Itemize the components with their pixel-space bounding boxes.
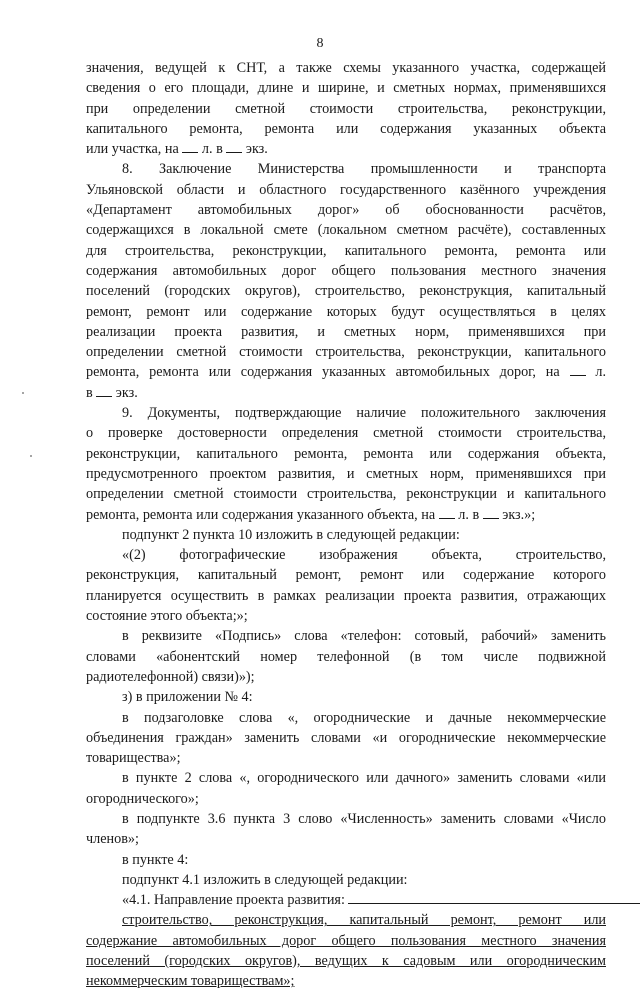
- document-text-line: [86, 931, 606, 951]
- document-text-line: [86, 728, 606, 748]
- scan-speck: [22, 392, 24, 394]
- document-text-line: [86, 99, 606, 119]
- line-text: ремонта, ремонта или содержания указанных автомобильных дорог, на: [86, 364, 560, 381]
- document-text-line: [86, 910, 606, 930]
- document-text-line: [86, 403, 606, 423]
- line-text: реконструкции, капитального ремонта, ремонта или содержания объекта,: [86, 445, 606, 462]
- document-text-line: [86, 200, 606, 220]
- line-text: содержания автомобильных дорог общего пользования местного значения: [86, 262, 606, 279]
- line-text: 9. Документы, подтверждающие наличие положительного заключения: [122, 405, 606, 422]
- document-text-line: [86, 505, 606, 525]
- line-text: или участка, на: [86, 141, 179, 158]
- scan-speck: [30, 455, 32, 457]
- line-text: словами «абонентский номер телефонной (в том числе подвижной: [86, 648, 606, 665]
- line-text: содержание автомобильных дорог общего пользования местного значения: [86, 932, 606, 949]
- document-text-line: [86, 139, 606, 159]
- document-body: [86, 58, 606, 992]
- document-text-line: [86, 261, 606, 281]
- document-text-line: [86, 322, 606, 342]
- line-text: радиотелефонной) связи)»);: [86, 668, 255, 685]
- document-text-line: [86, 586, 606, 606]
- line-text-suffix: л. в: [458, 506, 480, 523]
- document-text-line: [86, 423, 606, 443]
- document-text-line: [86, 789, 606, 809]
- document-text-line: [86, 667, 606, 687]
- line-text: Ульяновской области и областного государственного казённого учреждения: [86, 181, 606, 198]
- line-text: в подпункте 3.6 пункта 3 слово «Численность» заменить словами «Число: [122, 810, 606, 827]
- line-text: з) в приложении № 4:: [122, 689, 253, 706]
- line-text: ремонт, ремонт или содержание которых будут осуществляться в целях: [86, 303, 606, 320]
- fill-in-blank: [182, 140, 198, 153]
- line-text: товарищества»;: [86, 750, 181, 767]
- line-text: некоммерческим товариществам»;: [86, 973, 295, 990]
- line-text: в: [86, 384, 93, 401]
- line-text: состояние этого объекта;»;: [86, 608, 248, 625]
- document-text-line: [86, 626, 606, 646]
- page-number: 8: [316, 36, 324, 51]
- line-text: «Департамент автомобильных дорог» об обоснованности расчётов,: [86, 202, 606, 219]
- line-text: подпункт 2 пункта 10 изложить в следующей редакции:: [122, 526, 460, 543]
- document-text-line: [86, 647, 606, 667]
- document-text-line: [86, 58, 606, 78]
- line-text: «4.1. Направление проекта развития:: [122, 892, 345, 909]
- document-text-line: [86, 78, 606, 98]
- document-text-line: [86, 971, 606, 991]
- line-text: 8. Заключение Министерства промышленности и транспорта: [122, 161, 606, 178]
- line-text: определении сметной стоимости строительства, реконструкции, капитального: [86, 344, 606, 361]
- line-text: огороднического»;: [86, 790, 199, 807]
- document-text-line: [86, 870, 606, 890]
- line-text: реализации проекта развития, и сметных норм, применявшихся при: [86, 323, 606, 340]
- line-text: поселений (городских округов), строительство, реконструкция, капитальный: [86, 283, 606, 300]
- line-text: строительство, реконструкция, капитальный ремонт, ремонт или: [122, 912, 606, 929]
- document-text-line: [86, 829, 606, 849]
- document-text-line: [86, 484, 606, 504]
- document-text-line: [86, 362, 606, 382]
- document-text-line: [86, 687, 606, 707]
- document-text-line: [86, 342, 606, 362]
- document-text-line: [86, 768, 606, 788]
- document-text-line: [86, 565, 606, 585]
- document-text-line: [86, 383, 606, 403]
- document-text-line: [86, 748, 606, 768]
- line-text: определении сметной стоимости строительства, реконструкции и капитального: [86, 486, 606, 503]
- fill-in-blank: [483, 506, 499, 519]
- document-text-line: [86, 241, 606, 261]
- line-text: в пункте 2 слова «, огороднического или дачного» заменить словами «или: [122, 770, 606, 787]
- document-text-line: [86, 890, 606, 910]
- fill-in-blank: [96, 384, 112, 397]
- document-text-line: [86, 220, 606, 240]
- line-text: реконструкция, капитальный ремонт, ремонт или содержание которого: [86, 567, 606, 584]
- document-text-line: [86, 302, 606, 322]
- line-text: предусмотренного проектом развития, и сметных норм, применявшихся при: [86, 465, 606, 482]
- line-text-suffix: экз.: [245, 141, 268, 158]
- line-text: планируется осуществить в рамках реализации проекта развития, отражающих: [86, 587, 606, 604]
- line-text: для строительства, реконструкции, капитального ремонта, ремонта или: [86, 242, 606, 259]
- line-text: в пункте 4:: [122, 851, 189, 868]
- document-text-line: [86, 119, 606, 139]
- document-text-line: [86, 545, 606, 565]
- document-text-line: [86, 159, 606, 179]
- line-text-suffix: л.: [595, 364, 607, 381]
- document-text-line: [86, 606, 606, 626]
- document-text-line: [86, 444, 606, 464]
- fill-in-blank: [226, 140, 242, 153]
- line-text: ремонта, ремонта или содержания указанного объекта, на: [86, 506, 436, 523]
- line-text-suffix: экз.»;: [502, 506, 536, 523]
- line-text: при определении сметной стоимости строительства, реконструкции,: [86, 100, 606, 117]
- line-text: о проверке достоверности определения сметной стоимости строительства,: [86, 425, 606, 442]
- line-text: в подзаголовке слова «, огороднические и дачные некоммерческие: [122, 709, 606, 726]
- line-text: капитального ремонта, ремонта или содержания указанных объекта: [86, 120, 606, 137]
- document-text-line: [86, 850, 606, 870]
- fill-in-blank: [570, 363, 586, 376]
- document-text-line: [86, 525, 606, 545]
- document-text-line: [86, 708, 606, 728]
- document-text-line: [86, 951, 606, 971]
- line-text: «(2) фотографические изображения объекта, строительство,: [122, 547, 606, 564]
- line-text: подпункт 4.1 изложить в следующей редакции:: [122, 871, 408, 888]
- line-text-suffix: экз.: [115, 384, 138, 401]
- document-text-line: [86, 180, 606, 200]
- document-text-line: [86, 809, 606, 829]
- document-text-line: [86, 281, 606, 301]
- fill-in-blank: [439, 506, 455, 519]
- line-text: значения, ведущей к СНТ, а также схемы указанного участка, содержащей: [86, 60, 606, 76]
- fill-in-blank: [348, 891, 640, 904]
- line-text: членов»;: [86, 831, 139, 848]
- line-text-suffix: л. в: [201, 141, 223, 158]
- line-text: сведения о его площади, длине и ширине, и сметных нормах, применявшихся: [86, 80, 606, 97]
- line-text: поселений (городских округов), ведущих к садовым или огородническим: [86, 953, 606, 970]
- line-text: содержащихся в локальной смете (локальном сметном расчёте), составленных: [86, 222, 606, 239]
- document-text-line: [86, 464, 606, 484]
- line-text: объединения граждан» заменить словами «и огороднические некоммерческие: [86, 729, 606, 746]
- line-text: в реквизите «Подпись» слова «телефон: сотовый, рабочий» заменить: [122, 628, 606, 645]
